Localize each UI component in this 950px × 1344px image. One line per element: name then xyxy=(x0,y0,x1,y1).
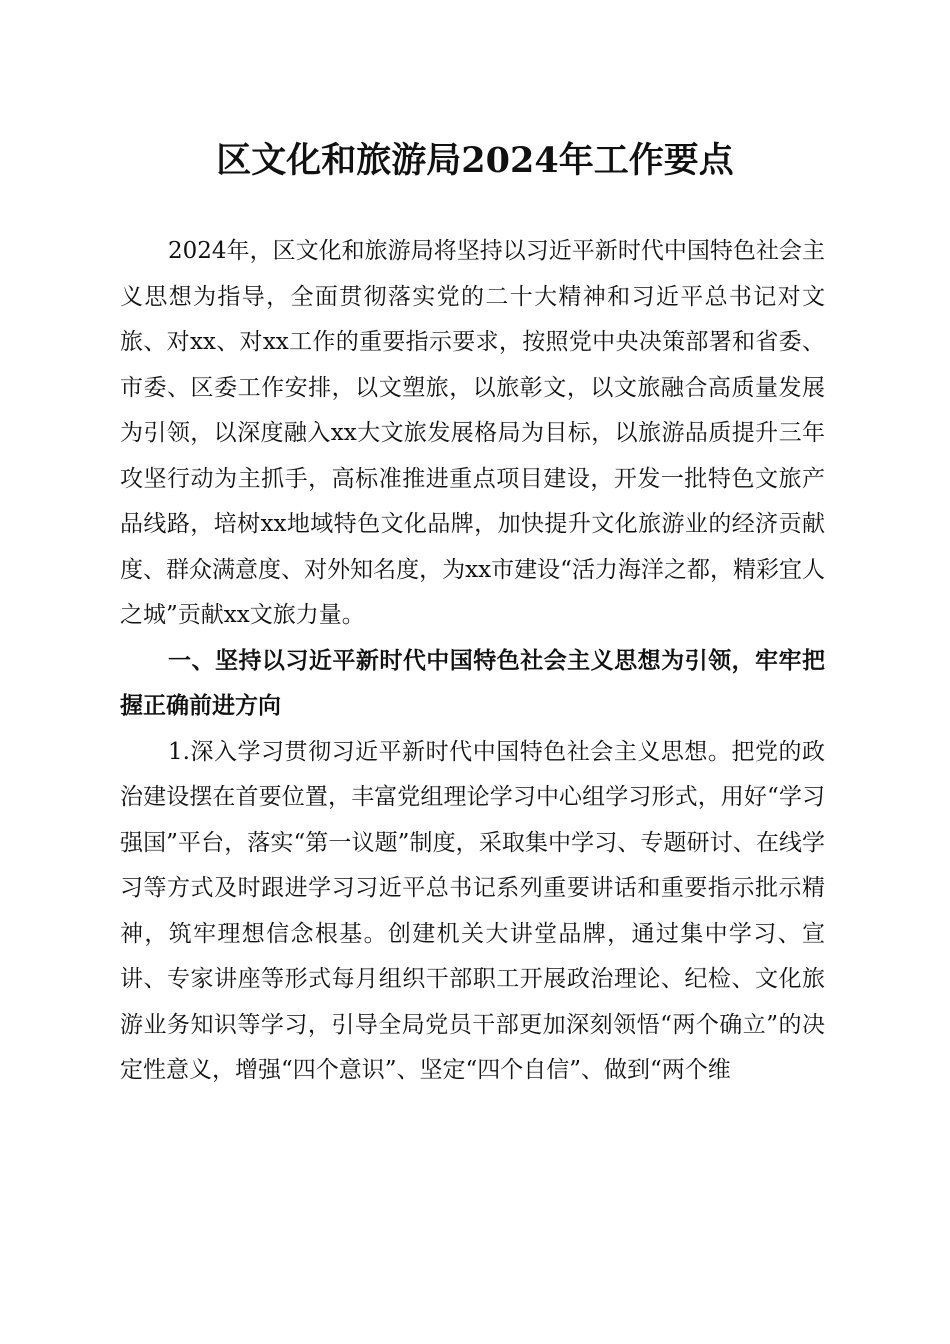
document-title: 区文化和旅游局2024年工作要点 xyxy=(216,140,734,181)
section-heading: 一、坚持以习近平新时代中国特色社会主义思想为引领，牢牢把握正确前进方向 xyxy=(120,647,825,719)
intro-paragraph: 2024年，区文化和旅游局将坚持以习近平新时代中国特色社会主义思想为指导，全面贯彻落实党的二十大精神和习近平总书记对文旅、对xx、对xx工作的重要指示要求，按照党中央决策部署和省委、市委、区委工作安排，以文塑旅，以旅彰文，以文旅融合高质量发展为引领，以深度融入xx大文旅发展格局为目标，以旅游品质提升三年攻坚行动为主抓手，高标准推进重点项目建设，开发一批特色文旅产品线路，培树xx地域特色文化品牌，加快提升文化旅游业的经济贡献度、群众满意度、对外知名度，为xx市建设“活力海洋之都，精彩宜人之城”贡献xx文旅力量。 xyxy=(120,238,825,628)
document-body xyxy=(120,229,825,1094)
section-paragraph: 1.深入学习贯彻习近平新时代中国特色社会主义思想。把党的政治建设摆在首要位置，丰富党组理论学习中心组学习形式，用好“学习强国”平台，落实“第一议题”制度，采取集中学习、专题研讨、在线学习等方式及时跟进学习习近平总书记系列重要讲话和重要指示批示精神，筑牢理想信念根基。创建机关大讲堂品牌，通过集中学习、宣讲、专家讲座等形式每月组织干部职工开展政治理论、纪检、文化旅游业务知识等学习，引导全局党员干部更加深刻领悟“两个确立”的决定性意义，增强“四个意识”、坚定“四个自信”、做到“两个维 xyxy=(120,738,825,1083)
